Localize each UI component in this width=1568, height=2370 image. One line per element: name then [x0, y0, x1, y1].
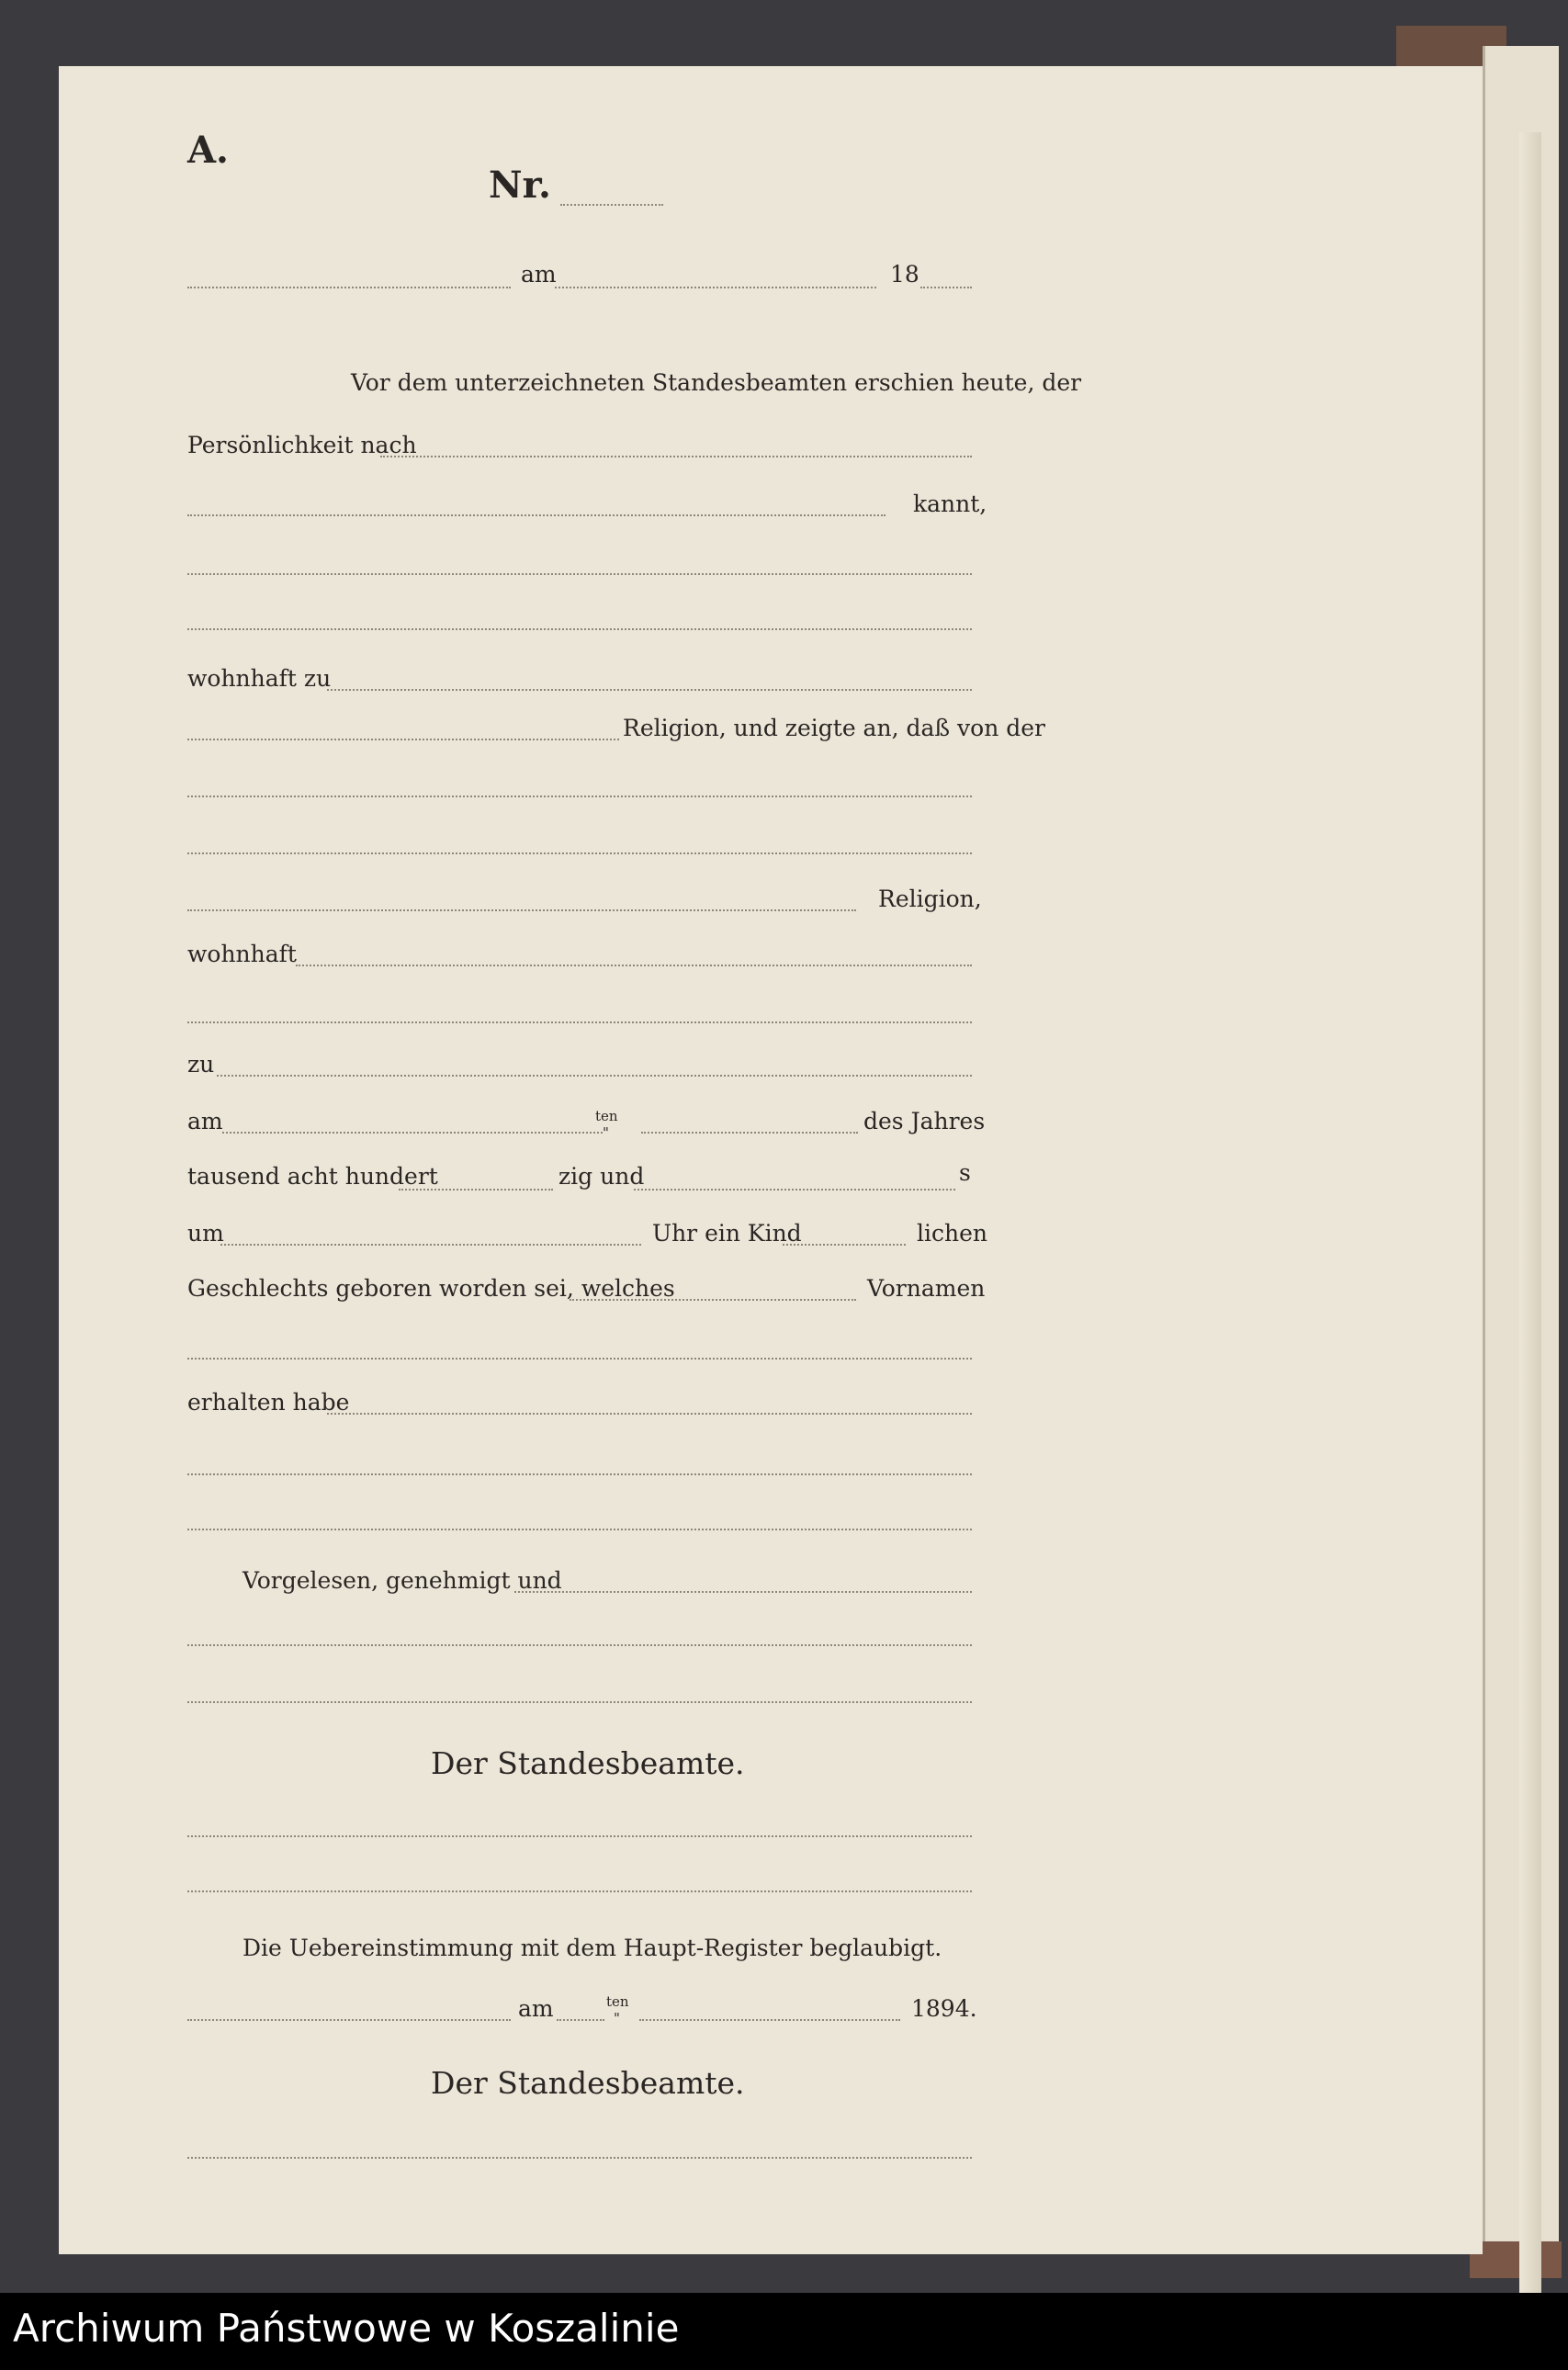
archive-name: Archiwum Państwowe w Koszalinie — [13, 2306, 680, 2351]
time-line — [220, 1244, 641, 1246]
year-line — [920, 287, 972, 288]
standesbeamte-title-2: Der Standesbeamte. — [431, 2065, 745, 2101]
place-line — [187, 287, 511, 288]
record-number-label: Nr. — [489, 164, 551, 207]
blank-line-4 — [187, 852, 972, 854]
day-line — [222, 1132, 603, 1134]
vornamen-label: Vornamen — [867, 1275, 986, 1302]
certify-year: 1894. — [911, 1995, 977, 2022]
tausend-label: tausend acht hundert — [187, 1163, 438, 1190]
standesbeamte-title-1: Der Standesbeamte. — [431, 1745, 745, 1781]
religion-label: Religion, — [878, 886, 982, 912]
blank-line-5 — [187, 1021, 972, 1023]
s-suffix: s — [959, 1159, 971, 1186]
blank-line-9 — [187, 1644, 972, 1646]
certify-signature-line — [187, 2157, 972, 2159]
vorgelesen-label: Vorgelesen, genehmigt und — [243, 1567, 562, 1594]
geschlechts-label: Geschlechts geboren worden sei, welches — [187, 1275, 675, 1302]
blank-line-10 — [187, 1701, 972, 1703]
register-form-page — [59, 66, 1483, 2254]
certify-place-line — [187, 2019, 511, 2021]
month-line — [641, 1132, 858, 1134]
blank-line-1 — [187, 573, 972, 575]
um-label: um — [187, 1220, 224, 1247]
unit-year-line — [634, 1189, 955, 1191]
wohnhaft-zu-label: wohnhaft zu — [187, 665, 332, 692]
kannt-label: kannt, — [913, 491, 987, 517]
zu-label: zu — [187, 1051, 215, 1078]
intro-text: Vor dem unterzeichneten Standesbeamten erschien heute, der — [351, 369, 1082, 396]
page-gutter — [1519, 132, 1541, 2320]
record-number-line — [560, 204, 663, 206]
wohnhaft-line — [296, 965, 972, 966]
certify-month-line — [639, 2019, 900, 2021]
book-cover-bottom — [1470, 2241, 1562, 2278]
kannt-line — [187, 514, 886, 516]
religion-zeigte-label: Religion, und zeigte an, daß von der — [623, 715, 1045, 741]
ten-superscript: ten — [595, 1108, 618, 1124]
am-date-label: am — [187, 1108, 223, 1134]
date-line — [555, 287, 876, 288]
blank-line-3 — [187, 796, 972, 797]
wohnhaft-label: wohnhaft — [187, 941, 297, 967]
am-label: am — [521, 261, 557, 288]
erhalten-label: erhalten habe — [187, 1389, 350, 1416]
des-jahres-label: des Jahres — [863, 1108, 986, 1134]
zig-und-label: zig und — [558, 1163, 645, 1190]
signature-line-2 — [187, 1890, 972, 1892]
sex-line — [783, 1244, 906, 1246]
geschlechts-line — [570, 1299, 856, 1301]
lichen-label: lichen — [917, 1220, 987, 1247]
archive-footer-bar — [0, 2293, 1568, 2370]
religion-line-2 — [187, 909, 856, 911]
uhr-kind-label: Uhr ein Kind — [652, 1220, 802, 1247]
year-prefix: 18 — [890, 261, 919, 288]
section-letter: A. — [187, 129, 229, 172]
blank-line-2 — [187, 628, 972, 630]
persoenlichkeit-line — [380, 456, 972, 457]
blank-line-7 — [187, 1473, 972, 1475]
zu-line — [217, 1075, 972, 1077]
certify-ten-superscript: ten — [606, 1993, 629, 2010]
uebereinstimmung-text: Die Uebereinstimmung mit dem Haupt-Register beglaubigt. — [243, 1935, 942, 1961]
signature-line-1 — [187, 1835, 972, 1837]
blank-line-8 — [187, 1529, 972, 1530]
erhalten-line — [327, 1413, 972, 1415]
religion-line-1 — [187, 739, 619, 740]
persoenlichkeit-label: Persönlichkeit nach — [187, 432, 417, 458]
decade-line — [399, 1189, 553, 1191]
wohnhaft-zu-line — [327, 689, 972, 691]
certify-day-line — [557, 2019, 604, 2021]
ditto-mark: " — [603, 1124, 609, 1141]
certify-ditto-mark: " — [614, 2010, 620, 2026]
vorgelesen-line — [514, 1591, 972, 1593]
blank-line-6 — [187, 1358, 972, 1360]
certify-am-label: am — [518, 1995, 554, 2022]
